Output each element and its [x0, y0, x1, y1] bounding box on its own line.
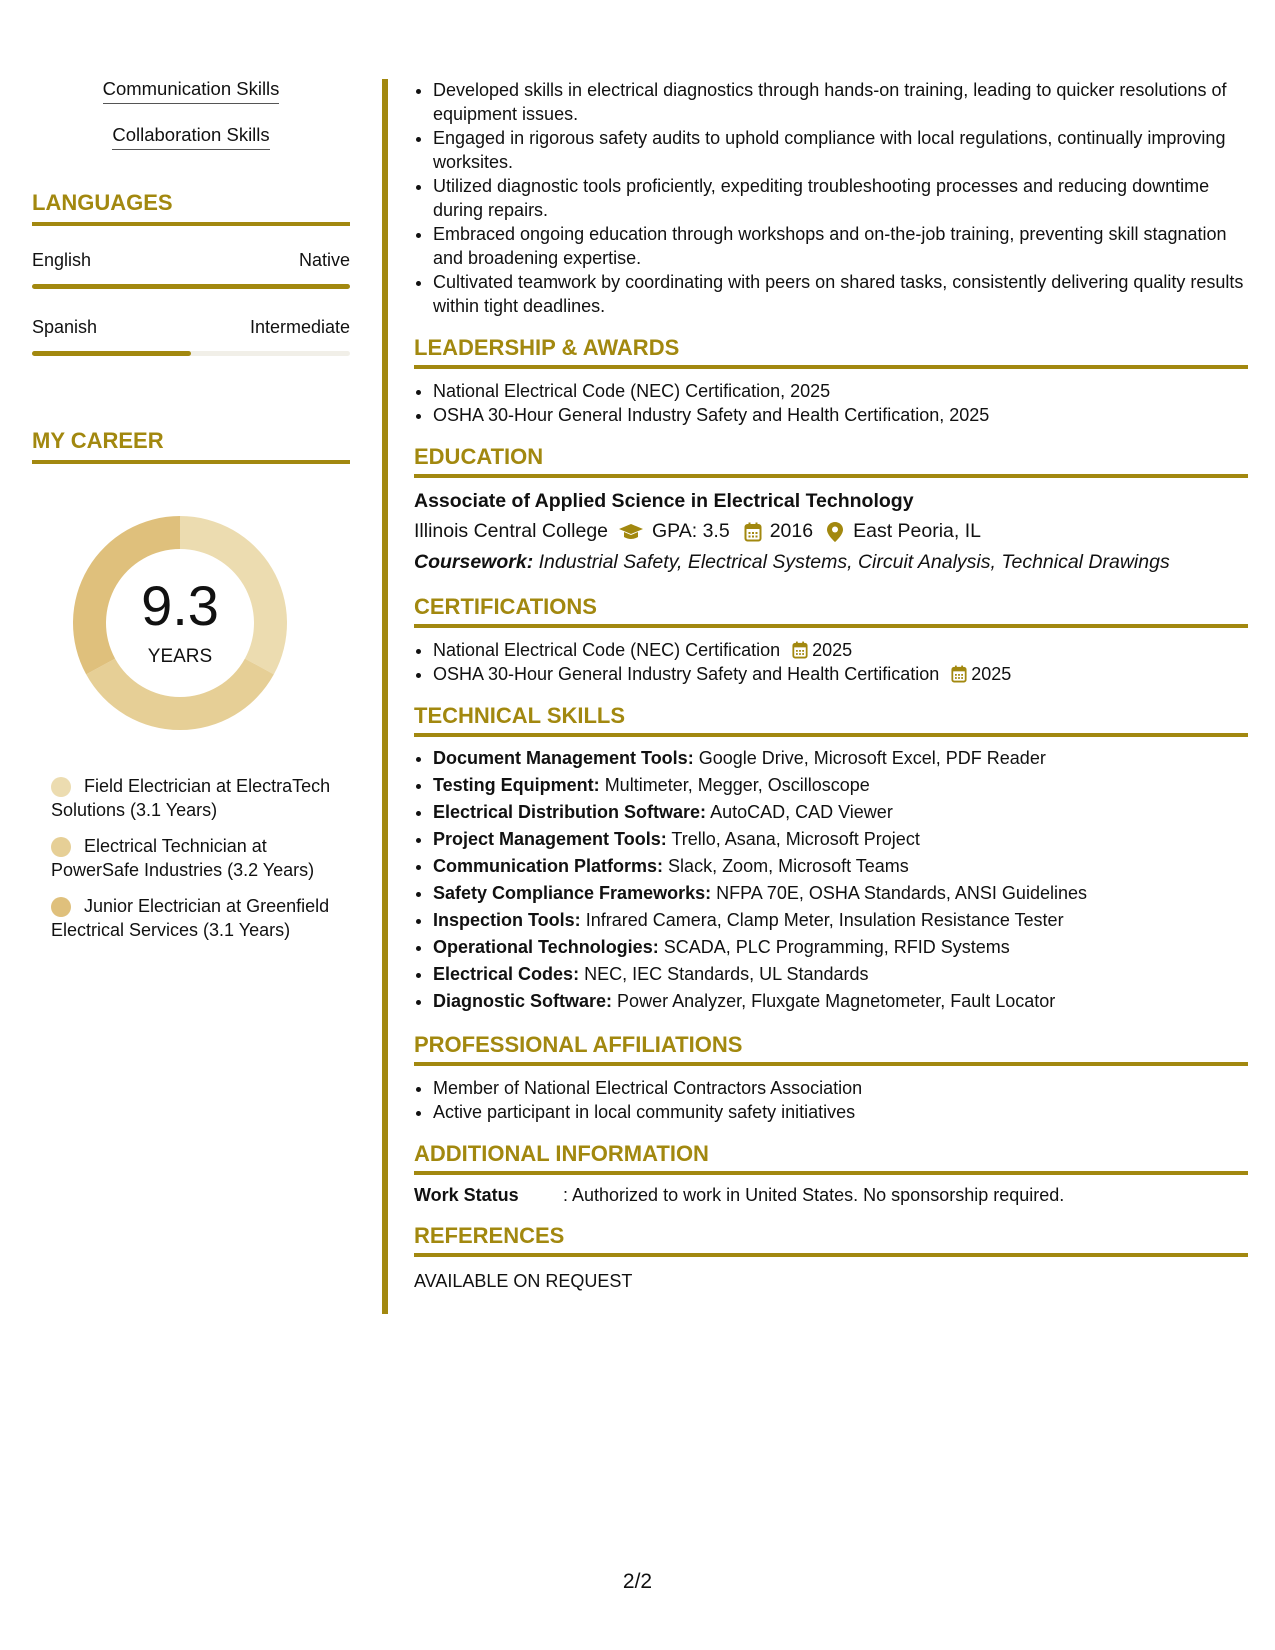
language-name: English: [32, 250, 92, 270]
list-item: • Operational Technologies: SCADA, PLC Programming, RFID Systems: [433, 934, 1248, 961]
career-years-label: YEARS: [147, 646, 213, 667]
language-level: Intermediate: [249, 317, 350, 337]
list-item: • Member of National Electrical Contractors Association: [433, 1076, 1248, 1100]
legend-dot-icon: [51, 777, 71, 797]
gpa: GPA: 3.5: [652, 520, 730, 542]
sidebar: [32, 78, 350, 954]
list-item: • Safety Compliance Frameworks: NFPA 70E, OSHA Standards, ANSI Guidelines: [433, 880, 1248, 907]
language-bar-fill: [32, 351, 191, 356]
list-item: • Document Management Tools: Google Drive, Microsoft Excel, PDF Reader: [433, 745, 1248, 772]
certifications-heading: CERTIFICATIONS: [414, 594, 1248, 628]
list-item: • Embraced ongoing education through workshops and on-the-job training, preventing skill stagnation and broadening expertise.: [433, 222, 1248, 270]
affiliations-heading: PROFESSIONAL AFFILIATIONS: [414, 1032, 1248, 1066]
page-number: 2/2: [622, 1570, 653, 1593]
location-pin-icon: [827, 522, 843, 542]
language-level: Native: [298, 250, 350, 270]
technical-skills-list: [414, 745, 1248, 1015]
list-item: • OSHA 30-Hour General Industry Safety and Health Certification, 2025: [433, 403, 1248, 427]
list-item: • Diagnostic Software: Power Analyzer, Fluxgate Magnetometer, Fault Locator: [433, 988, 1248, 1015]
list-item: [433, 638, 1248, 662]
legend-dot-icon: [51, 897, 71, 917]
references-text: AVAILABLE ON REQUEST: [414, 1271, 633, 1291]
work-status-value: : Authorized to work in United States. No sponsorship required.: [563, 1185, 1065, 1205]
calendar-icon: [744, 522, 762, 542]
cert-name: • OSHA 30-Hour General Industry Safety and Health Certification: [433, 664, 940, 684]
list-item: • Project Management Tools: Trello, Asana, Microsoft Project: [433, 826, 1248, 853]
language-bar: [32, 351, 350, 356]
career-total-years: 9.3: [141, 574, 219, 637]
list-item: • Inspection Tools: Infrared Camera, Clamp Meter, Insulation Resistance Tester: [433, 907, 1248, 934]
cert-name: • National Electrical Code (NEC) Certification: [433, 640, 781, 660]
skill-collaboration: Collaboration Skills: [32, 124, 350, 150]
leadership-heading: LEADERSHIP & AWARDS: [414, 335, 1248, 369]
list-item: • Utilized diagnostic tools proficiently, expediting troubleshooting processes and reducing downtime during repairs.: [433, 174, 1248, 222]
legend-dot-icon: [51, 837, 71, 857]
calendar-icon: [792, 641, 808, 659]
list-item: • Engaged in rigorous safety audits to uphold compliance with local regulations, continually improving worksites.: [433, 126, 1248, 174]
work-status-row: [414, 1185, 1248, 1206]
list-item: [433, 662, 1248, 686]
coursework-list: Industrial Safety, Electrical Systems, Circuit Analysis, Technical Drawings: [538, 551, 1170, 573]
career-legend: [51, 774, 333, 942]
career-item: Electrical Technician at PowerSafe Industries (3.2 Years): [51, 836, 315, 880]
experience-bullets: [414, 78, 1248, 318]
cert-year: 2025: [971, 664, 1012, 684]
school-name: Illinois Central College: [414, 520, 609, 542]
technical-skills-heading: TECHNICAL SKILLS: [414, 703, 1248, 737]
career-heading: MY CAREER: [32, 428, 350, 464]
list-item: • Testing Equipment: Multimeter, Megger, Oscilloscope: [433, 772, 1248, 799]
school-location: East Peoria, IL: [853, 520, 981, 542]
coursework-label: Coursework:: [414, 551, 534, 573]
language-name: Spanish: [32, 317, 98, 337]
graduation-cap-icon: [618, 523, 644, 541]
certifications-list: [414, 638, 1248, 686]
list-item: • Communication Platforms: Slack, Zoom, Microsoft Teams: [433, 853, 1248, 880]
education-details: [414, 520, 1248, 543]
list-item: • Active participant in local community safety initiatives: [433, 1100, 1248, 1124]
vertical-divider: [382, 79, 388, 1314]
additional-info-heading: ADDITIONAL INFORMATION: [414, 1141, 1248, 1175]
coursework: [414, 551, 1248, 574]
career-item: Junior Electrician at Greenfield Electrical Services (3.1 Years): [51, 896, 330, 940]
cert-year: 2025: [812, 640, 853, 660]
degree-title: Associate of Applied Science in Electrical Technology: [414, 490, 914, 512]
list-item: • Cultivated teamwork by coordinating with peers on shared tasks, consistently delivering quality results within tight deadlines.: [433, 270, 1248, 318]
language-bar: [32, 284, 350, 289]
language-bar-fill: [32, 284, 350, 289]
skill-communication: Communication Skills: [32, 78, 350, 104]
language-spanish: [32, 317, 350, 356]
list-item: • Electrical Codes: NEC, IEC Standards, UL Standards: [433, 961, 1248, 988]
affiliations-list: [414, 1076, 1248, 1124]
career-item: Field Electrician at ElectraTech Solutions (3.1 Years): [51, 776, 331, 820]
references-heading: REFERENCES: [414, 1223, 1248, 1257]
career-donut-chart: [65, 508, 295, 738]
list-item: • Electrical Distribution Software: AutoCAD, CAD Viewer: [433, 799, 1248, 826]
languages-heading: LANGUAGES: [32, 190, 350, 226]
graduation-year: 2016: [769, 520, 814, 542]
leadership-list: [414, 379, 1248, 427]
education-heading: EDUCATION: [414, 444, 1248, 478]
work-status-label: Work Status: [414, 1185, 519, 1205]
list-item: • Developed skills in electrical diagnostics through hands-on training, leading to quicker resolutions of equipment issues.: [433, 78, 1248, 126]
language-english: [32, 250, 350, 289]
calendar-icon: [951, 665, 967, 683]
list-item: • National Electrical Code (NEC) Certification, 2025: [433, 379, 1248, 403]
main-content: [414, 78, 1248, 1292]
